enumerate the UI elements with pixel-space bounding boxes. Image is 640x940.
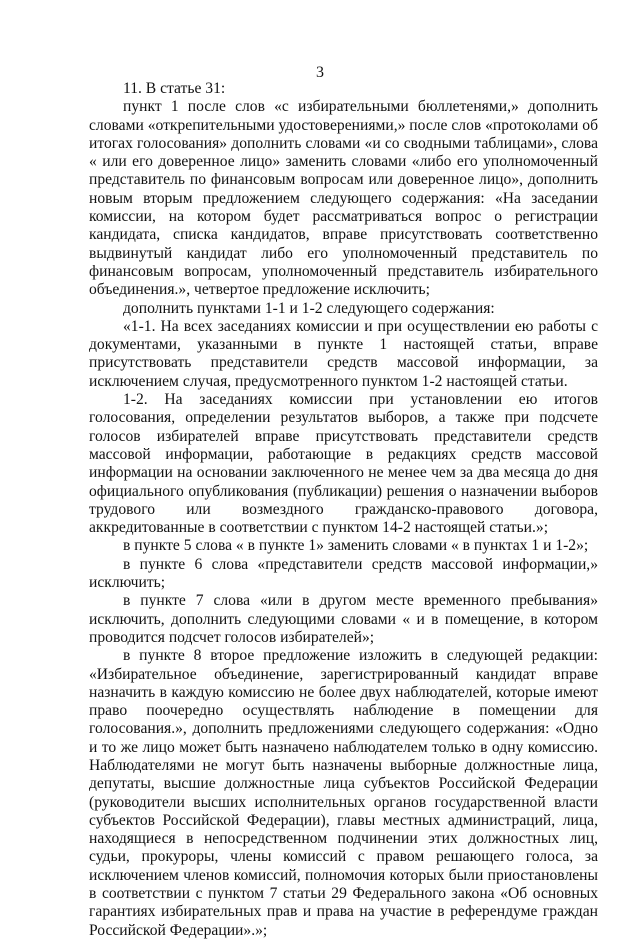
- paragraph-add-points-intro: дополнить пунктами 1-1 и 1-2 следующего содержания:: [123, 299, 495, 317]
- paragraph-point-7-amendment: в пункте 7 слова «или в другом месте временного пребывания» исключить, дополнить следующими словами « и в помещение, в котором проводится подсчет голосов избирателей»;: [89, 592, 598, 646]
- paragraph-point-8-amendment: в пункте 8 второе предложение изложить в следующей редакции: «Избирательное объединение, зарегистрированный кандидат вправе назначить в каждую комиссию не более двух наблюдателей, которые имеют право поочередно осуществлять наблюдение в помещении для голосования.», дополнить предложениями следующего содержания: «Одно и то же лицо может быть назначено наблюдателем только в одну комиссию. Наблюдателями не могут быть назначены выборные должностные лица, депутаты, высшие должностные лица субъектов Российской Федерации (руководители высших исполнительных органов государственной власти субъектов Российской Федерации), главы местных администраций, лица, находящиеся в непосредственном подчинении этих должностных лиц, судьи, прокуроры, члены комиссий с правом решающего голоса, за исключением членов комиссий, полномочия которых были приостановлены в соответствии с пунктом 7 статьи 29 Федерального закона «Об основных гарантиях избирательных прав и права на участие в референдуме граждан Российской Федерации».»;: [89, 647, 598, 939]
- document-body: [89, 80, 598, 940]
- paragraph-point-1-amendment: пункт 1 после слов «с избирательными бюллетенями,» дополнить словами «открепительными удостоверениями,» после слов «протоколами об итогах голосования» дополнить словами «и со сводными таблицами», слова « или его доверенное лицо» заменить словами «либо его уполномоченный представитель по финансовым вопросам или доверенное лицо», дополнить новым вторым предложением следующего содержания: «На заседании комиссии, на котором будет рассматриваться вопрос о регистрации кандидата, списка кандидатов, вправе присутствовать соответственно выдвинутый кандидат либо его уполномоченный представитель по финансовым вопросам, уполномоченный представитель избирательного объединения.», четвертое предложение исключить;: [89, 98, 598, 299]
- paragraph-point-5-amendment: в пункте 5 слова « в пункте 1» заменить словами « в пунктах 1 и 1-2»;: [123, 537, 589, 555]
- paragraph-heading-item-11: 11. В статье 31:: [123, 80, 226, 97]
- page-number: 3: [316, 64, 324, 81]
- paragraph-point-1-2: 1-2. На заседаниях комиссии при установлении ею итогов голосования, определении результатов выборов, а также при подсчете голосов избирателей вправе присутствовать представители средств массовой информации, работающие в редакциях средств массовой информации на основании заключенного не менее чем за два месяца до дня официального опубликования (публикации) решения о назначении выборов трудового или возмездного гражданско-правового договора, аккредитованные в соответствии с пунктом 14-2 настоящей статьи.»;: [89, 391, 598, 537]
- paragraph-point-6-amendment: в пункте 6 слова «представители средств массовой информации,» исключить;: [89, 555, 598, 592]
- paragraph-point-1-1: «1-1. На всех заседаниях комиссии и при осуществлении ею работы с документами, указанными в пункте 1 настоящей статьи, вправе присутствовать представители средств массовой информации, за исключением случая, предусмотренного пунктом 1-2 настоящей статьи.: [89, 317, 598, 390]
